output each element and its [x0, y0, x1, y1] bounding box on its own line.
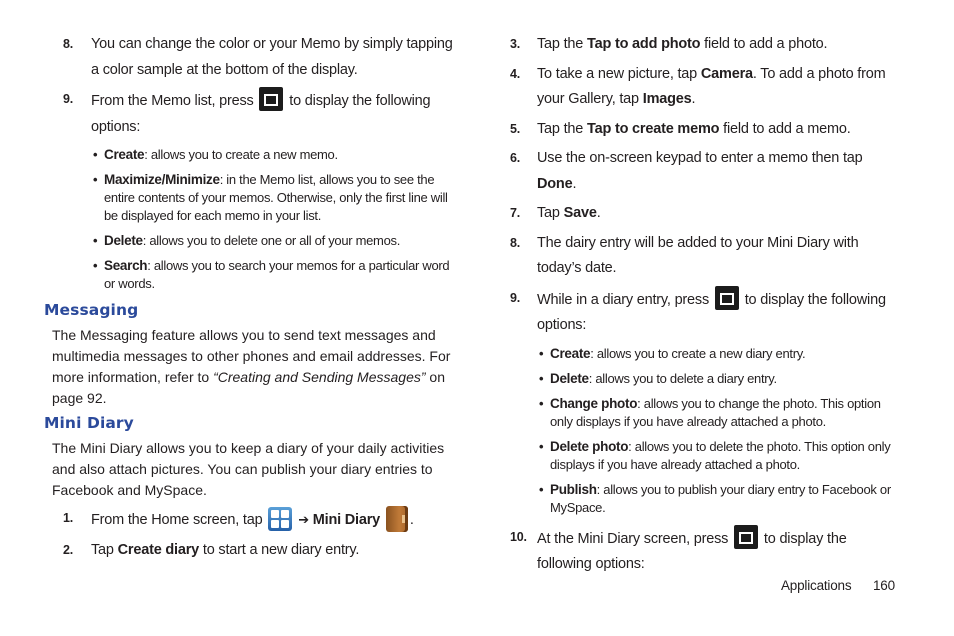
step-text: .: [596, 205, 601, 221]
step-target: Camera: [700, 65, 753, 82]
list-item: • Maximize/Minimize: in the Memo list, allows you to see the entire contents of your memos. Otherwise, only the first line will be displayed for each memo in your list.: [93, 172, 448, 223]
list-item: • Create: allows you to create a new diary entry.: [539, 345, 806, 361]
step-text: .: [572, 175, 577, 192]
step-number: 1.: [63, 511, 74, 525]
step-text: to display the following options:: [537, 291, 886, 333]
option-desc: : allows you to search your memos for a particular word or words.: [104, 258, 450, 291]
list-item: • Change photo: allows you to change the photo. This option only displays if you have already attached a photo.: [539, 395, 881, 429]
step-text: While in a diary entry, press: [537, 291, 710, 308]
memo-step-8: [44, 32, 454, 83]
step-number: 9.: [510, 290, 521, 305]
step-number: 3.: [510, 37, 521, 51]
option-term: Delete photo: [550, 438, 629, 454]
option-desc: : in the Memo list, allows you to see the entire contents of your memos. Otherwise, only the first line will be displayed for each memo in your list.: [104, 172, 448, 223]
option-desc: : allows you to create a new diary entry.: [590, 345, 806, 361]
left-column: [44, 32, 454, 567]
option-desc: : allows you to delete a diary entry.: [588, 370, 777, 386]
step-number: 6.: [510, 151, 521, 165]
step-target: Create diary: [117, 541, 200, 558]
memo-options-list: [44, 146, 454, 293]
diary-step-3: [508, 32, 903, 58]
option-term: Change photo: [550, 395, 638, 411]
list-item: • Publish: allows you to publish your diary entry to Facebook or MySpace.: [539, 481, 891, 515]
apps-grid-icon: [268, 507, 292, 531]
step-text: .: [409, 512, 414, 528]
option-term: Search: [104, 258, 148, 273]
step-text: Tap: [91, 541, 114, 558]
paragraph-text: on page 92.: [52, 369, 445, 406]
section-heading-messaging: Messaging: [44, 301, 139, 319]
step-text: Tap: [537, 205, 560, 221]
step-number: 2.: [63, 542, 74, 557]
step-text: The dairy entry will be added to your Mini Diary with today’s date.: [537, 234, 859, 276]
option-term: Maximize/Minimize: [104, 172, 220, 187]
option-desc: : allows you to change the photo. This option only displays if you have already attached a photo.: [550, 395, 881, 429]
step-text: .: [691, 91, 696, 107]
step-text: At the Mini Diary screen, press: [537, 530, 729, 547]
step-text: Tap the: [537, 36, 584, 52]
step-target: Tap to add photo: [587, 36, 701, 52]
step-number: 8.: [510, 235, 521, 250]
page-footer: [781, 578, 901, 593]
page-number: 160: [873, 578, 895, 593]
step-text: to display the following options:: [537, 530, 847, 572]
step-number: 8.: [63, 37, 74, 51]
step-text: Use the on-screen keypad to enter a memo then tap: [537, 150, 863, 166]
memo-step-9: [44, 87, 454, 140]
diary-step-9: [508, 286, 903, 339]
step-target: Done: [537, 175, 573, 192]
diary-step-10: [508, 525, 903, 578]
diary-step-7: [508, 201, 903, 227]
step-text: From the Memo list, press: [91, 93, 254, 109]
option-desc: : allows you to create a new memo.: [144, 147, 338, 162]
option-term: Create: [104, 147, 145, 162]
step-text: To take a new picture, tap: [537, 65, 698, 82]
diary-options-list: [508, 345, 903, 517]
option-desc: : allows you to delete the photo. This option only displays if you have already attached a photo.: [550, 438, 891, 472]
step-text: From the Home screen, tap: [91, 512, 263, 528]
list-item: • Delete: allows you to delete one or all of your memos.: [93, 233, 401, 248]
option-term: Delete: [104, 233, 143, 248]
step-text: field to add a memo.: [723, 120, 851, 137]
step-target: Mini Diary: [312, 512, 381, 528]
option-term: Create: [550, 345, 591, 361]
menu-key-icon: [734, 525, 758, 549]
step-target: Save: [563, 205, 597, 221]
diary-step-5: [508, 117, 903, 143]
option-desc: : allows you to publish your diary entry to Facebook or MySpace.: [550, 481, 891, 515]
step-text: to start a new diary entry.: [202, 541, 360, 558]
list-item: • Delete photo: allows you to delete the photo. This option only displays if you have already attached a photo.: [539, 438, 891, 472]
step-text: Tap the: [537, 120, 584, 137]
cross-reference: “Creating and Sending Messages”: [213, 369, 426, 385]
diary-step-6: [508, 146, 903, 197]
menu-key-icon: [715, 286, 739, 310]
step-text: to display the following options:: [91, 93, 431, 135]
list-item: • Create: allows you to create a new memo.: [93, 147, 338, 162]
step-text: field to add a photo.: [704, 36, 828, 52]
step-number: 9.: [63, 92, 74, 106]
messaging-paragraph: [44, 325, 454, 409]
diary-step-4: [508, 62, 903, 113]
step-target: Tap to create memo: [587, 120, 720, 137]
diary-step-8: [508, 231, 903, 282]
step-number: 7.: [510, 206, 521, 220]
step-target: Images: [642, 91, 692, 107]
diary-step-2: [44, 538, 454, 564]
diary-step-1: [44, 506, 454, 534]
step-number: 5.: [510, 121, 521, 136]
step-text: You can change the color or your Memo by simply tapping a color sample at the bottom of the display.: [91, 36, 453, 78]
option-term: Delete: [550, 370, 589, 386]
option-term: Publish: [550, 481, 597, 497]
mini-diary-paragraph: The Mini Diary allows you to keep a diary of your daily activities and also attach pictures. You can publish your diary entries to Facebook and MySpace.: [52, 440, 445, 498]
step-number: 4.: [510, 66, 521, 81]
diary-book-icon: [386, 506, 408, 532]
list-item: • Delete: allows you to delete a diary entry.: [539, 370, 777, 386]
paragraph-text: The Messaging feature allows you to send text messages and multimedia messages to other phones and email addresses. For more information, refer to: [52, 327, 451, 385]
arrow-icon: ➔: [298, 513, 309, 528]
footer-section: Applications: [781, 578, 852, 593]
option-desc: : allows you to delete one or all of your memos.: [142, 233, 401, 248]
right-column: [508, 32, 903, 582]
menu-key-icon: [259, 87, 283, 111]
step-number: 10.: [510, 529, 527, 544]
list-item: • Search: allows you to search your memos for a particular word or words.: [93, 258, 450, 291]
section-heading-mini-diary: Mini Diary: [44, 414, 134, 432]
step-text: . To add a photo from your Gallery, tap: [537, 65, 886, 107]
